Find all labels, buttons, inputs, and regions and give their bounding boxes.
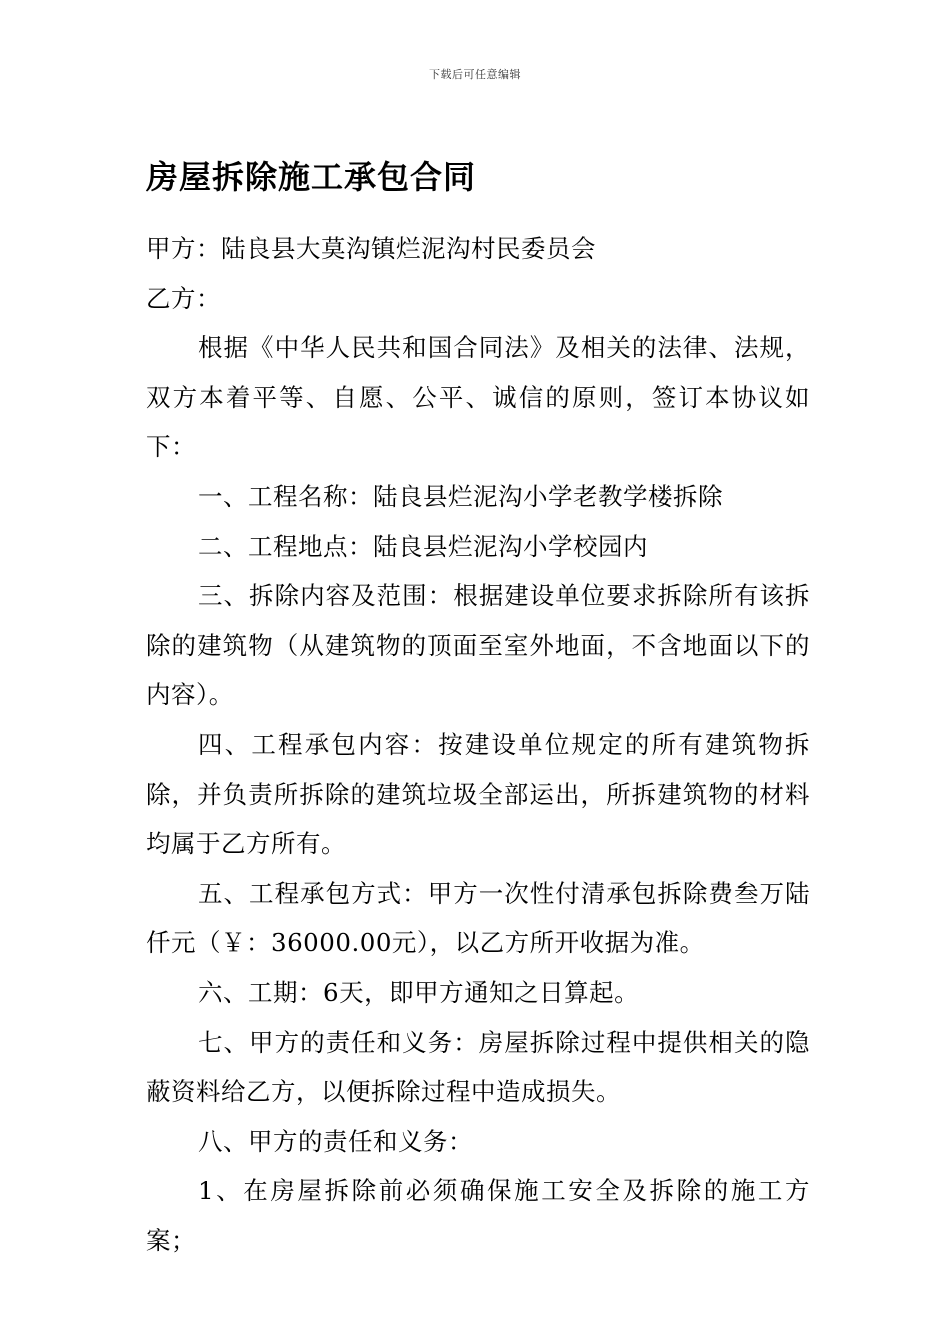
preamble-paragraph: 根据《中华人民共和国合同法》及相关的法律、法规，双方本着平等、自愿、公平、诚信的原则，签订本协议如下： xyxy=(146,333,810,462)
contract-body xyxy=(146,224,810,1265)
clause-schedule: 六、工期：6天，即甲方通知之日算起。 xyxy=(198,977,640,1007)
header-note: 下载后可任意编辑 xyxy=(429,68,521,81)
clause-party-a-duties: 七、甲方的责任和义务：房屋拆除过程中提供相关的隐蔽资料给乙方，以便拆除过程中造成损失。 xyxy=(146,1027,810,1107)
clause-project-name: 一、工程名称：陆良县烂泥沟小学老教学楼拆除 xyxy=(198,481,723,511)
clause-demolition-scope: 三、拆除内容及范围：根据建设单位要求拆除所有该拆除的建筑物（从建筑物的顶面至室外地面，不含地面以下的内容）。 xyxy=(146,581,810,710)
contract-title: 房屋拆除施工承包合同 xyxy=(146,158,477,196)
clause-contract-method: 五、工程承包方式：甲方一次性付清承包拆除费叁万陆仟元（￥：36000.00元），以乙方所开收据为准。 xyxy=(146,878,810,958)
clause-party-a-duties-heading: 八、甲方的责任和义务： xyxy=(198,1126,473,1156)
clause-contract-content: 四、工程承包内容：按建设单位规定的所有建筑物拆除，并负责所拆除的建筑垃圾全部运出，所拆建筑物的材料均属于乙方所有。 xyxy=(146,729,810,859)
clause-item-1: 1、在房屋拆除前必须确保施工安全及拆除的施工方案； xyxy=(146,1176,810,1255)
party-a-line: 甲方：陆良县大莫沟镇烂泥沟村民委员会 xyxy=(146,234,596,263)
clause-project-location: 二、工程地点：陆良县烂泥沟小学校园内 xyxy=(198,531,648,561)
party-b-line: 乙方： xyxy=(146,283,221,313)
